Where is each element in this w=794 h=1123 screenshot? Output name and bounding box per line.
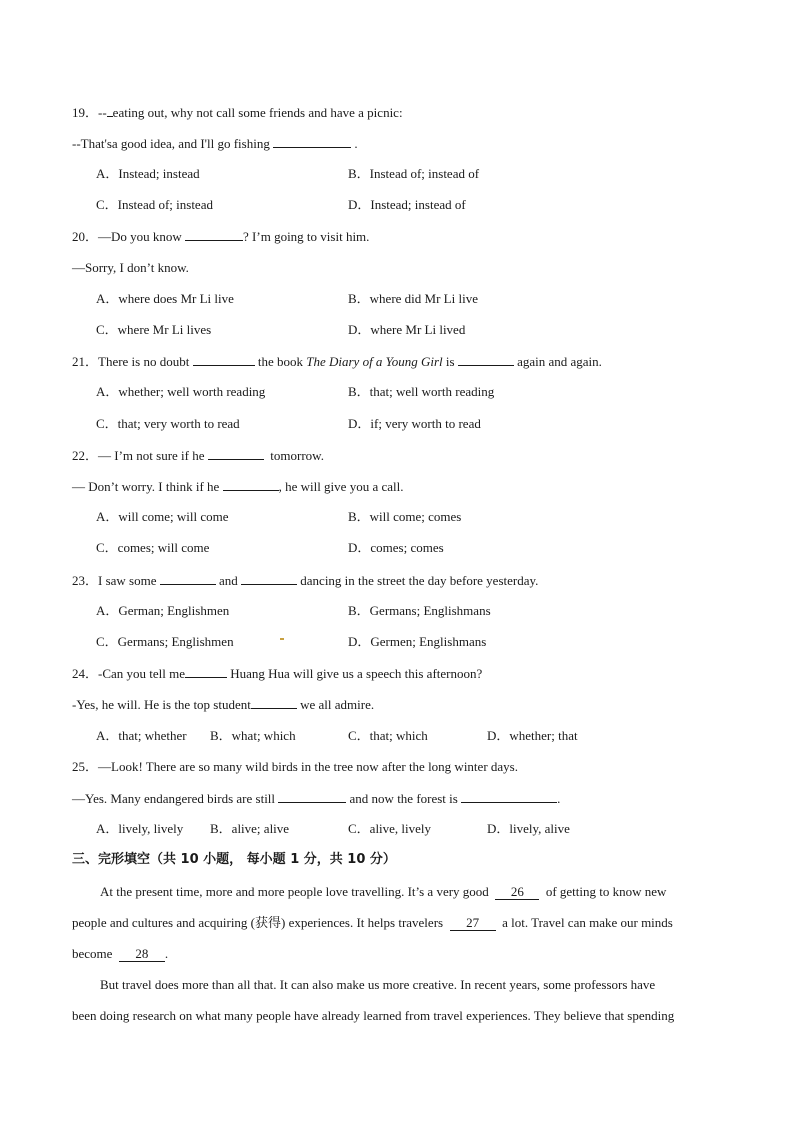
passage-p1-line3: become 28 .	[72, 946, 169, 961]
passage-p1-line1: At the present time, more and more people love travelling. It’s a very good 26 of getting to know new	[100, 884, 667, 899]
option-a[interactable]: A．will come; will come	[96, 509, 229, 524]
option-c[interactable]: C．that; which	[348, 728, 428, 743]
passage-p2-line1: But travel does more than all that. It can also make us more creative. In recent years, some professors have	[100, 977, 656, 992]
blank	[461, 789, 557, 803]
option-d[interactable]: D．lively, alive	[487, 821, 570, 836]
blank	[251, 695, 297, 709]
option-b[interactable]: B．that; well worth reading	[348, 384, 495, 399]
blank	[193, 352, 255, 366]
blank	[278, 789, 346, 803]
option-c[interactable]: C．Germans; Englishmen	[96, 634, 234, 649]
question-19-reply: --That'sa good idea, and I'll go fishing .	[72, 136, 358, 151]
question-22-stem: 22．— I’m not sure if he tomorrow.	[72, 448, 324, 463]
blank	[185, 664, 227, 678]
blank	[223, 477, 279, 491]
option-c[interactable]: C．comes; will come	[96, 540, 210, 555]
option-a[interactable]: A．where does Mr Li live	[96, 291, 234, 306]
question-25-stem: 25．—Look! There are so many wild birds in the tree now after the long winter days.	[72, 759, 518, 774]
question-24-reply: -Yes, he will. He is the top student we all admire.	[72, 697, 375, 712]
cloze-blank-26: 26	[495, 885, 539, 900]
option-b[interactable]: B．what; which	[210, 728, 296, 743]
question-21-stem: 21．There is no doubt the book The Diary of a Young Girl is again and again.	[72, 354, 602, 369]
book-title: The Diary of a Young Girl	[306, 354, 443, 369]
passage-p1-line2: people and cultures and acquiring (获得) experiences. It helps travelers 27 a lot. Travel can make our minds	[72, 915, 673, 930]
option-d[interactable]: D．whether; that	[487, 728, 578, 743]
blank	[208, 446, 264, 460]
option-c[interactable]: C．that; very worth to read	[96, 416, 240, 431]
option-b[interactable]: B．alive; alive	[210, 821, 290, 836]
option-d[interactable]: D．Germen; Englishmans	[348, 634, 487, 649]
blank	[241, 571, 297, 585]
option-b[interactable]: B．where did Mr Li live	[348, 291, 478, 306]
option-c[interactable]: C．alive, lively	[348, 821, 432, 836]
option-c[interactable]: C．Instead of; instead	[96, 197, 213, 212]
option-c[interactable]: C．where Mr Li lives	[96, 322, 212, 337]
question-22-reply: — Don’t worry. I think if he , he will give you a call.	[72, 479, 404, 494]
question-25-reply: —Yes. Many endangered birds are still and now the forest is .	[72, 791, 561, 806]
question-20-stem: 20．—Do you know ? I’m going to visit him.	[72, 229, 370, 244]
scan-artifact	[280, 638, 284, 640]
option-d[interactable]: D．comes; comes	[348, 540, 444, 555]
question-20-reply: —Sorry, I don’t know.	[72, 260, 189, 275]
blank	[273, 134, 351, 148]
option-a[interactable]: A．that; whether	[96, 728, 187, 743]
question-24-stem: 24．-Can you tell me Huang Hua will give us a speech this afternoon?	[72, 666, 483, 681]
section-heading: 三、完形填空（共 10 小题， 每小题 1 分，共 10 分）	[72, 852, 396, 867]
blank	[160, 571, 216, 585]
option-b[interactable]: B．Germans; Englishmans	[348, 603, 491, 618]
question-23-stem: 23．I saw some and dancing in the street the day before yesterday.	[72, 573, 539, 588]
option-a[interactable]: A．Instead; instead	[96, 166, 200, 181]
blank	[458, 352, 514, 366]
option-d[interactable]: D．where Mr Li lived	[348, 322, 466, 337]
option-d[interactable]: D．Instead; instead of	[348, 197, 466, 212]
option-b[interactable]: B．Instead of; instead of	[348, 166, 480, 181]
blank	[185, 227, 243, 241]
question-19-stem: 19．-- eating out, why not call some friends and have a picnic:	[72, 105, 403, 120]
cloze-blank-28: 28	[119, 947, 165, 962]
option-a[interactable]: A．lively, lively	[96, 821, 184, 836]
cloze-blank-27: 27	[450, 916, 496, 931]
option-a[interactable]: A．whether; well worth reading	[96, 384, 266, 399]
option-b[interactable]: B．will come; comes	[348, 509, 462, 524]
option-a[interactable]: A．German; Englishmen	[96, 603, 230, 618]
option-d[interactable]: D．if; very worth to read	[348, 416, 481, 431]
passage-p2-line2: been doing research on what many people have already learned from travel experiences. They believe that spending	[72, 1008, 675, 1023]
